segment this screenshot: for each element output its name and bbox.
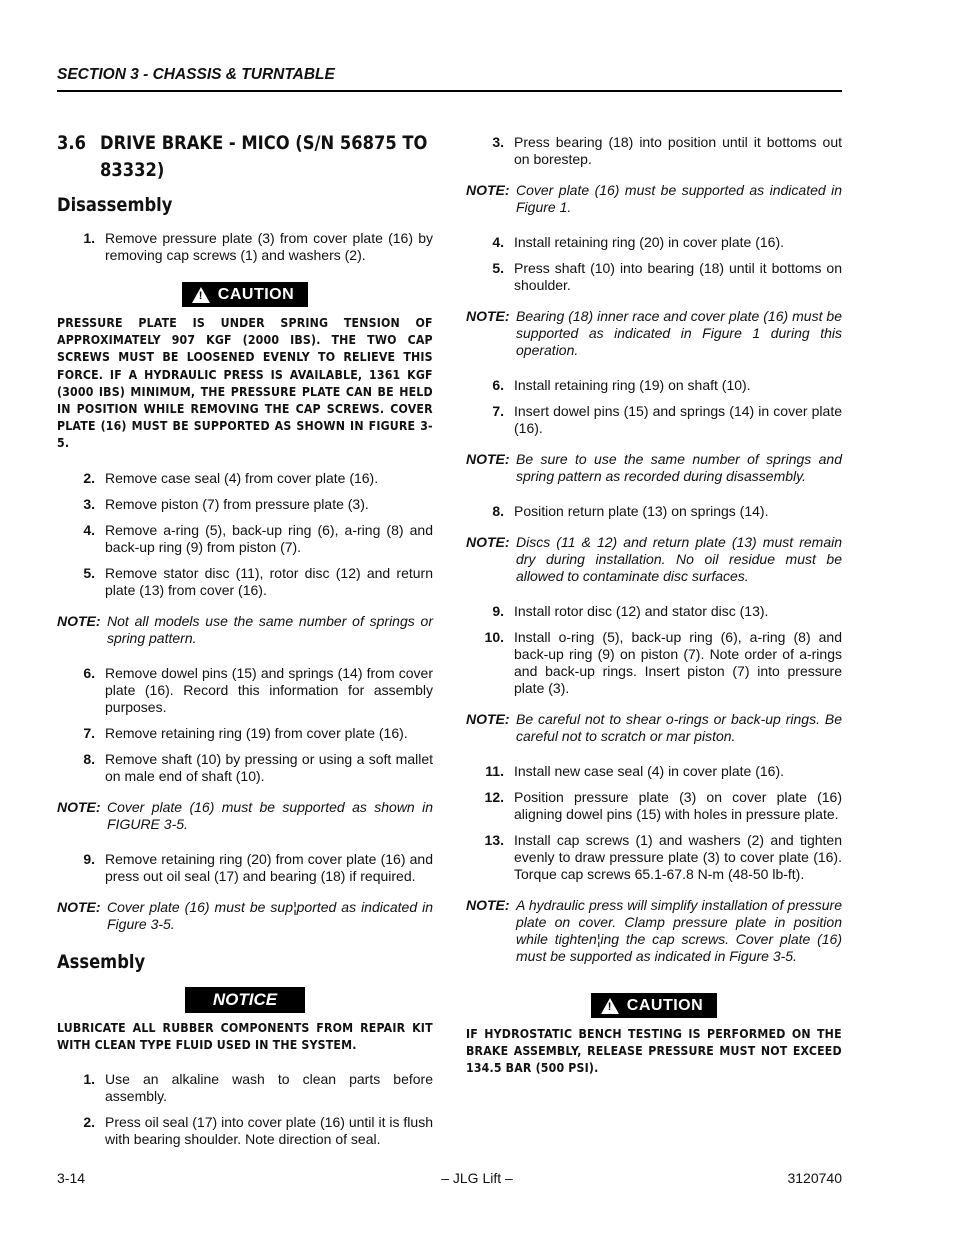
step-number: 5. <box>492 260 504 276</box>
list-item <box>57 851 433 885</box>
list-item <box>466 377 842 394</box>
caution-label: CAUTION <box>626 997 704 1014</box>
disassembly-heading: Disassembly <box>57 194 173 216</box>
right-column <box>466 134 842 1095</box>
step-text: Install new case seal (4) in cover plate (16). <box>514 763 785 779</box>
step-text: Press shaft (10) into bearing (18) until it bottoms on shoulder. <box>514 260 842 293</box>
step-number: 6. <box>83 664 95 681</box>
caution-banner <box>57 282 433 308</box>
note-text: Not all models use the same number of springs or spring pattern. <box>107 612 433 646</box>
notice-banner <box>57 987 433 1013</box>
list-item <box>57 565 433 599</box>
note-text: A hydraulic press will simplify installation of pressure plate on cover. Clamp pressure plate in position while tighten¦ing the cap screws. Cover plate (16) must be supported as indicated in Figure 3-5. <box>516 897 842 964</box>
title-text: DRIVE BRAKE - MICO (S/N 56875 TO 83332) <box>100 132 428 181</box>
caution-label: CAUTION <box>217 286 295 303</box>
note-label: NOTE: <box>57 612 101 629</box>
note-text: Cover plate (16) must be sup¦ported as indicated in Figure 3-5. <box>107 898 433 932</box>
note-text: Discs (11 & 12) and return plate (13) must remain dry during installation. No oil residue must be allowed to contaminate disc surfaces. <box>516 534 842 584</box>
note-label: NOTE: <box>466 534 510 550</box>
note <box>466 451 842 485</box>
note-label: NOTE: <box>57 898 101 915</box>
step-text: Press oil seal (17) into cover plate (16) until it is flush with bearing shoulder. Note direction of seal. <box>105 1114 433 1148</box>
note-label: NOTE: <box>466 451 510 467</box>
list-item <box>57 496 433 513</box>
warning-icon: ! <box>192 287 210 303</box>
list-item <box>57 522 433 556</box>
note <box>57 899 433 933</box>
list-item <box>57 725 433 742</box>
list-item <box>57 230 433 264</box>
caution-badge <box>182 282 308 307</box>
step-text: Install cap screws (1) and washers (2) and tighten evenly to draw pressure plate (3) to cover plate (16). Torque cap screws 65.1-67.8 N-m (48-50 lb-ft). <box>514 832 842 882</box>
step-text: Install o-ring (5), back-up ring (6), a-ring (8) and back-up ring (9) on piston (7). Note order of a-rings and back-up rings. Insert piston (7) into pressure plate (3). <box>514 629 842 696</box>
notice-badge: NOTICE <box>185 987 305 1013</box>
step-text: Use an alkaline wash to clean parts before assembly. <box>105 1071 433 1105</box>
step-text: Position return plate (13) on springs (14). <box>514 503 769 519</box>
caution-badge <box>591 993 717 1018</box>
step-text: Remove pressure plate (3) from cover plate (16) by removing cap screws (1) and washers (2). <box>105 230 433 263</box>
page-number: 3-14 <box>57 1170 86 1186</box>
step-number: 3. <box>492 134 504 150</box>
title-number: 3.6 <box>57 132 86 154</box>
step-number: 7. <box>492 403 504 419</box>
step-number: 13. <box>484 832 504 848</box>
note <box>57 799 433 833</box>
document-number: 3120740 <box>787 1170 842 1186</box>
step-text: Install retaining ring (19) on shaft (10). <box>514 377 751 393</box>
list-item <box>466 503 842 520</box>
step-text: Install retaining ring (20) in cover plate (16). <box>514 234 785 250</box>
section-header: SECTION 3 - CHASSIS & TURNTABLE <box>57 66 335 83</box>
step-number: 1. <box>83 1071 95 1088</box>
note <box>466 711 842 745</box>
note-label: NOTE: <box>466 711 510 727</box>
list-item <box>57 470 433 487</box>
step-number: 10. <box>484 629 504 645</box>
note <box>466 897 842 965</box>
warning-icon: ! <box>601 998 619 1014</box>
assembly-heading: Assembly <box>57 950 146 973</box>
footer-brand: – JLG Lift – <box>441 1170 513 1186</box>
step-number: 9. <box>83 850 95 867</box>
note <box>466 182 842 216</box>
note-text: Be careful not to shear o-rings or back-up rings. Be careful not to scratch or mar piston. <box>516 711 842 744</box>
list-item <box>466 234 842 251</box>
note <box>466 534 842 585</box>
list-item <box>57 751 433 785</box>
step-text: Remove stator disc (11), rotor disc (12) and return plate (13) from cover (16). <box>105 564 433 598</box>
list-item <box>57 1071 433 1105</box>
list-item <box>466 260 842 294</box>
note-label: NOTE: <box>57 798 101 815</box>
step-number: 11. <box>485 763 504 779</box>
note-label: NOTE: <box>466 308 510 324</box>
step-text: Remove piston (7) from pressure plate (3). <box>105 495 369 512</box>
step-text: Remove dowel pins (15) and springs (14) from cover plate (16). Record this information for assembly purposes. <box>105 664 433 715</box>
caution-banner <box>466 993 842 1019</box>
step-text: Install rotor disc (12) and stator disc (13). <box>514 603 769 619</box>
step-text: Position pressure plate (3) on cover plate (16) aligning dowel pins (15) with holes in pressure plate. <box>514 789 842 822</box>
list-item <box>466 403 842 437</box>
note-text: Bearing (18) inner race and cover plate (16) must be supported as indicated in Figure 1 during this operation. <box>516 308 842 358</box>
list-item <box>57 665 433 716</box>
step-text: Remove retaining ring (19) from cover plate (16). <box>105 724 408 741</box>
step-text: Remove case seal (4) from cover plate (16). <box>105 469 379 486</box>
step-number: 8. <box>492 503 504 519</box>
note-text: Cover plate (16) must be supported as shown in FIGURE 3-5. <box>107 798 433 832</box>
step-number: 4. <box>83 521 95 538</box>
list-item <box>466 789 842 823</box>
list-item <box>466 832 842 883</box>
step-text: Remove a-ring (5), back-up ring (6), a-ring (8) and back-up ring (9) from piston (7). <box>105 521 433 555</box>
step-number: 3. <box>83 495 95 512</box>
step-number: 1. <box>83 230 95 246</box>
header-rule <box>57 90 842 92</box>
notice-text: LUBRICATE ALL RUBBER COMPONENTS FROM REPAIR KIT WITH CLEAN TYPE FLUID USED IN THE SYSTEM. <box>57 1019 433 1052</box>
note-label: NOTE: <box>466 897 510 913</box>
step-text: Insert dowel pins (15) and springs (14) in cover plate (16). <box>514 403 842 436</box>
list-item <box>466 763 842 780</box>
step-number: 4. <box>492 234 504 250</box>
step-text: Press bearing (18) into position until it bottoms out on borestep. <box>514 134 842 167</box>
note-text: Be sure to use the same number of springs and spring pattern as recorded during disassembly. <box>516 451 842 484</box>
note-text: Cover plate (16) must be supported as indicated in Figure 1. <box>516 182 842 215</box>
list-item <box>57 1114 433 1148</box>
caution-text: PRESSURE PLATE IS UNDER SPRING TENSION OF APPROXIMATELY 907 KGF (2000 IBS). THE TWO CAP SCREWS MUST BE LOOSENED EVENLY TO RELIEVE THIS FORCE. IF A HYDRAULIC PRESS IS AVAILABLE, 1361 KGF (3000 IBS) MINIMUM, THE PRESSURE PLATE CAN BE HELD IN POSITION WHILE REMOVING THE CAP SCREWS. COVER PLATE (16) MUST BE SUPPORTED AS SHOWN IN FIGURE 3-5. <box>57 315 433 451</box>
note-label: NOTE: <box>466 182 510 198</box>
list-item <box>466 603 842 620</box>
page-title <box>57 130 435 184</box>
step-text: Remove retaining ring (20) from cover plate (16) and press out oil seal (17) and bearing (18) if required. <box>105 850 433 884</box>
list-item <box>466 629 842 697</box>
step-number: 2. <box>83 1114 95 1131</box>
note <box>466 308 842 359</box>
step-number: 8. <box>83 750 95 767</box>
note <box>57 613 433 647</box>
step-number: 9. <box>492 603 504 619</box>
step-number: 6. <box>492 377 504 393</box>
step-number: 7. <box>83 724 95 741</box>
step-number: 5. <box>83 564 95 581</box>
list-item <box>466 134 842 168</box>
step-text: Remove shaft (10) by pressing or using a soft mallet on male end of shaft (10). <box>105 750 433 784</box>
step-number: 2. <box>83 469 95 486</box>
left-column <box>57 130 433 1157</box>
caution-text: IF HYDROSTATIC BENCH TESTING IS PERFORMED ON THE BRAKE ASSEMBLY, RELEASE PRESSURE MUST NOT EXCEED 134.5 BAR (500 PSI). <box>466 1026 842 1076</box>
step-number: 12. <box>484 789 504 805</box>
